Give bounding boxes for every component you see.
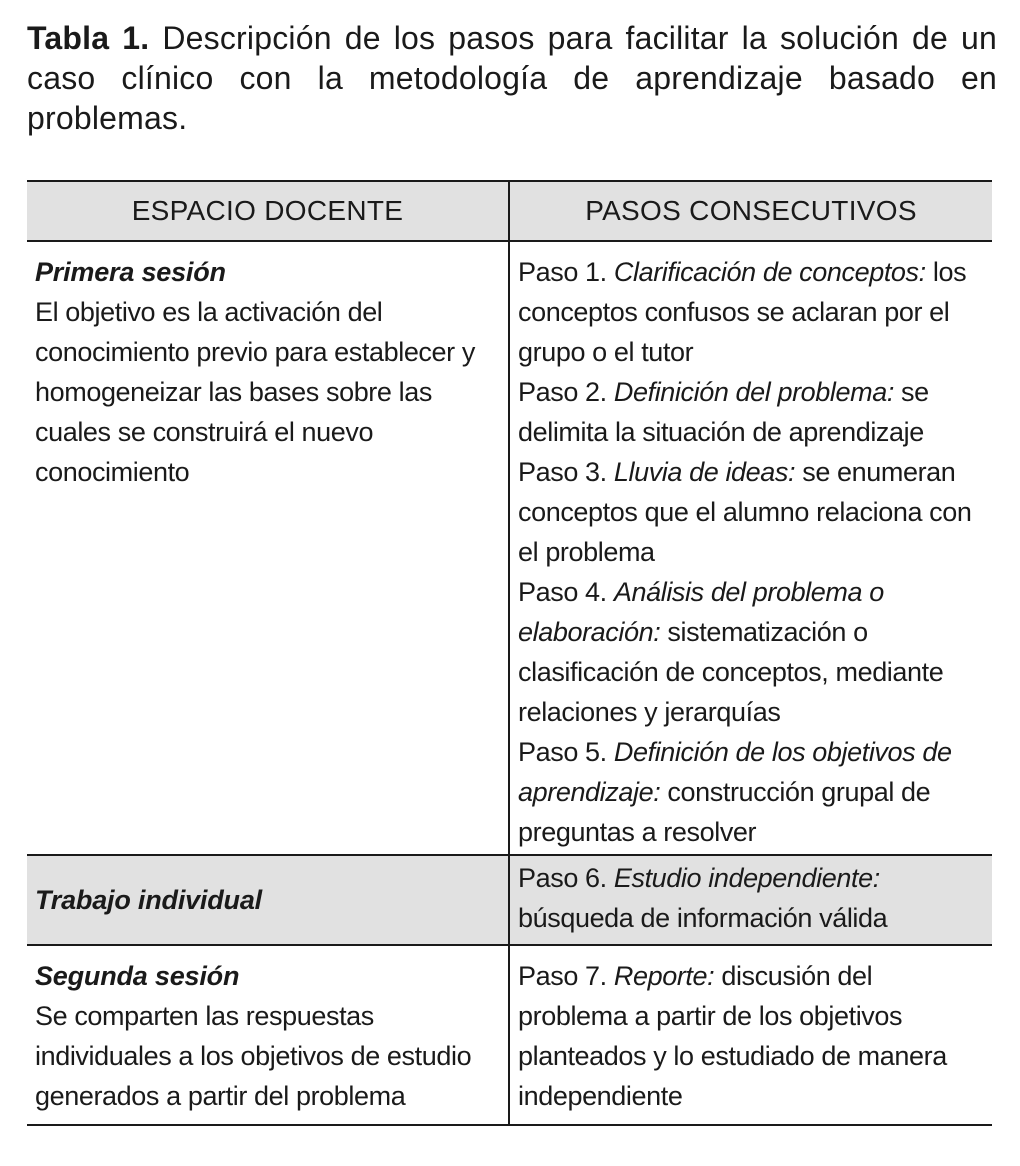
caption-text: Descripción de los pasos para facilitar la solución de un caso clínico con la metodología de aprendizaje basado en problemas.	[27, 20, 997, 136]
step-prefix: Paso 2.	[518, 377, 607, 407]
step-description: los conceptos confusos se aclaran por el grupo o el tutor	[518, 257, 967, 367]
step-item	[518, 372, 986, 452]
table-row	[27, 945, 992, 1125]
table-header-row	[27, 181, 992, 241]
step-description: sistematización o clasificación de conceptos, mediante relaciones y jerarquías	[518, 617, 944, 727]
step-name: Definición del problema:	[613, 377, 894, 407]
session-cell	[27, 855, 509, 945]
step-description: se delimita la situación de aprendizaje	[518, 377, 929, 447]
header-pasos-consecutivos: PASOS CONSECUTIVOS	[509, 181, 992, 241]
step-prefix: Paso 6.	[518, 863, 607, 893]
step-name: Lluvia de ideas:	[613, 457, 796, 487]
step-item	[518, 452, 986, 572]
step-description: discusión del problema a partir de los objetivos planteados y lo estudiado de manera independiente	[518, 961, 947, 1111]
step-prefix: Paso 4.	[518, 577, 607, 607]
step-description: se enumeran conceptos que el alumno relaciona con el problema	[518, 457, 972, 567]
step-description: búsqueda de información válida	[518, 903, 888, 933]
step-name: Definición de los objetivos de aprendizaje:	[518, 737, 952, 807]
session-title: Primera sesión	[35, 257, 226, 287]
table-row	[27, 855, 992, 945]
session-cell	[27, 945, 509, 1125]
step-item	[518, 252, 986, 372]
steps-cell	[509, 241, 992, 855]
step-item	[518, 732, 986, 852]
step-description: construcción grupal de preguntas a resolver	[518, 777, 931, 847]
step-item	[518, 956, 986, 1116]
step-name: Reporte:	[613, 961, 715, 991]
step-prefix: Paso 1.	[518, 257, 607, 287]
table-row	[27, 241, 992, 855]
step-prefix: Paso 3.	[518, 457, 607, 487]
step-item	[518, 858, 986, 938]
steps-cell	[509, 855, 992, 945]
caption-label: Tabla 1.	[27, 20, 150, 56]
steps-cell	[509, 945, 992, 1125]
table-caption	[27, 18, 997, 138]
session-cell	[27, 241, 509, 855]
header-espacio-docente: ESPACIO DOCENTE	[27, 181, 509, 241]
session-description: Se comparten las respuestas individuales a los objetivos de estudio generados a partir del problema	[35, 1001, 472, 1111]
session-title: Trabajo individual	[35, 885, 262, 915]
session-title: Segunda sesión	[35, 961, 240, 991]
step-name: Análisis del problema o elaboración:	[518, 577, 884, 647]
session-description: El objetivo es la activación del conocimiento previo para establecer y homogeneizar las bases sobre las cuales se construirá el nuevo conocimiento	[35, 297, 475, 487]
step-prefix: Paso 7.	[518, 961, 607, 991]
steps-table	[27, 180, 992, 1126]
step-name: Estudio independiente:	[613, 863, 880, 893]
step-name: Clarificación de conceptos:	[613, 257, 926, 287]
step-item	[518, 572, 986, 732]
steps-table-container	[27, 180, 992, 1126]
step-prefix: Paso 5.	[518, 737, 607, 767]
